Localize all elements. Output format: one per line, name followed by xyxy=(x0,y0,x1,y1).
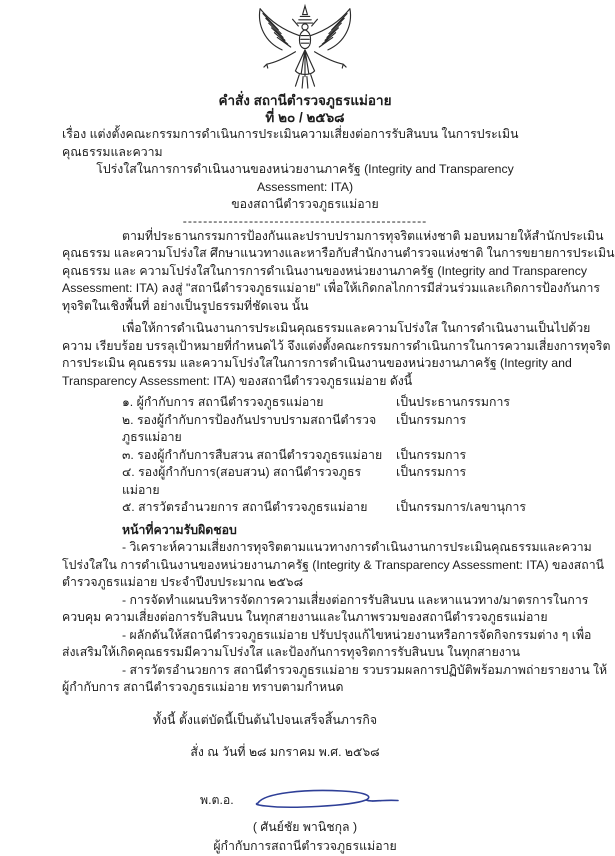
duty-line: ผู้กำกับการ สถานีตำรวจภูธรแม่อาย ทราบตามกำหนด xyxy=(62,680,344,694)
committee-member-role: เป็นกรรมการ xyxy=(396,465,467,479)
subject-line: เรื่อง แต่งตั้งคณะกรรมการดำเนินการประเมินความเสี่ยงต่อการรับสินบน ในการประเมินคุณธรรมและความ xyxy=(62,127,519,159)
order-number: ที่ ๒๐ / ๒๕๖๘ xyxy=(265,110,345,125)
duties-heading: หน้าที่ความรับผิดชอบ xyxy=(122,522,237,537)
committee-member-role: เป็นกรรมการ/เลขานุการ xyxy=(396,500,526,514)
duty-line: ควบคุม ความเสี่ยงต่อการรับสินบน ในทุกสายงานและในภาพรวมของสถานีตำรวจภูธรแม่อาย xyxy=(62,610,548,624)
paragraph-line: ตามที่ประธานกรรมการป้องกันและปราบปรามการทุจริตแห่งชาติ มอบหมายให้สำนักประเมิน xyxy=(122,228,604,243)
committee-member-title: ๕. สารวัตรอำนวยการ สถานีตำรวจภูธรแม่อาย xyxy=(122,500,368,514)
duty-line: - การจัดทำแผนบริหารจัดการความเสี่ยงต่อการรับสินบน และหาแนวทาง/มาตรการในการ xyxy=(122,592,589,607)
paragraph-line: Assessment: ITA) ลงสู่ "สถานีตำรวจภูธรแม่อาย" เพื่อให้เกิดกลไกการมีส่วนร่วมและเกิดการป้องกันการ xyxy=(62,281,600,295)
committee-member-title: ๓. รองผู้กำกับการสืบสวน สถานีตำรวจภูธรแม่อาย xyxy=(122,447,383,462)
signature-icon xyxy=(240,788,410,814)
duty-line: โปร่งใสใน การดำเนินงานของหน่วยงานภาครัฐ (Integrity & Transparency Assessment: ITA) ของสถานี xyxy=(62,557,605,572)
dashed-separator: ------------------------------------------------ xyxy=(182,213,428,228)
duty-item xyxy=(62,627,592,662)
duty-line: ส่งเสริมให้เกิดคุณธรรมมีความโปร่งใส และป้องกันการทุจริตการรับสินบน ในทุกสายงาน xyxy=(62,645,521,659)
effective-statement: ทั้งนี้ ตั้งแต่บัดนี้เป็นต้นไปจนเสร็จสิ้นภารกิจ xyxy=(152,712,378,727)
paragraph-line: ทุจริตในเชิงพื้นที่ อย่างเป็นรูปธรรมที่ชัดเจน นั้น xyxy=(62,298,309,313)
emblem-container xyxy=(62,4,548,92)
paragraph-line: ความ เรียบร้อย บรรลุเป้าหมายที่กำหนดไว้ จึงแต่งตั้งคณะกรรมการดำเนินการในการความเสี่ยงการทุจริต xyxy=(62,338,611,353)
duty-item xyxy=(62,539,605,592)
committee-member-title: ๑. ผู้กำกับการ สถานีตำรวจภูธรแม่อาย xyxy=(122,395,324,409)
duty-item xyxy=(62,662,608,697)
committee-member-title: ๔. รองผู้กำกับการ(สอบสวน) สถานีตำรวจภูธรแม่อาย xyxy=(122,465,362,497)
committee-row xyxy=(62,394,548,412)
signer-name: ( ศันย์ชัย พานิชกุล ) xyxy=(252,819,358,834)
committee-row xyxy=(62,412,548,447)
signature-block xyxy=(62,788,548,856)
committee-member-role: เป็นประธานกรรมการ xyxy=(396,395,510,409)
committee-member-role: เป็นกรรมการ xyxy=(396,447,467,462)
paragraph-line: คุณธรรม และ ความโปร่งใสในการการดำเนินงานของหน่วยงานภาครัฐ (Integrity and Transparency xyxy=(62,263,588,278)
committee-list xyxy=(62,394,548,517)
duty-line: ตำรวจภูธรแม่อาย ประจำปีงบประมาณ ๒๕๖๘ xyxy=(62,575,304,589)
order-title: คำสั่ง สถานีตำรวจภูธรแม่อาย xyxy=(218,93,392,108)
signer-position: ผู้กำกับการสถานีตำรวจภูธรแม่อาย xyxy=(213,839,397,853)
committee-row xyxy=(62,447,548,465)
duty-line: - วิเคราะห์ความเสี่ยงการทุจริตตามแนวทางการดำเนินงานการประเมินคุณธรรมและความ xyxy=(122,540,592,554)
paragraph-line: Transparency Assessment: ITA) ของสถานีตำรวจภูธรแม่อาย ดังนี้ xyxy=(62,373,413,388)
paragraph-preamble xyxy=(62,228,615,316)
subject-line: โปร่งใสในการการดำเนินงานของหน่วยงานภาครัฐ (Integrity and Transparency Assessment: ITA) xyxy=(96,162,514,194)
paragraph-line: เพื่อให้การดำเนินงานการประเมินคุณธรรมและความโปร่งใส ในการดำเนินงานเป็นไปด้วย xyxy=(122,321,591,335)
signer-rank: พ.ต.อ. xyxy=(200,792,234,807)
subject-line: ของสถานีตำรวจภูธรแม่อาย xyxy=(231,197,379,211)
committee-row xyxy=(62,499,548,517)
duty-item xyxy=(62,592,589,627)
order-date: สั่ง ณ วันที่ ๒๘ มกราคม พ.ศ. ๒๕๖๘ xyxy=(190,745,380,759)
duty-line: - สารวัตรอำนวยการ สถานีตำรวจภูธรแม่อาย รวบรวมผลการปฏิบัติพร้อมภาพถ่ายรายงาน ให้ xyxy=(122,662,608,677)
paragraph-appointment xyxy=(62,320,611,390)
committee-member-title: ๒. รองผู้กำกับการป้องกันปราบปรามสถานีตำรวจภูธรแม่อาย xyxy=(122,412,377,444)
paragraph-line: คุณธรรม และความโปร่งใส ศึกษาแนวทางและหารือกับสำนักงานตำรวจแห่งชาติ ในการขยายการประเมิน xyxy=(62,246,615,260)
committee-member-role: เป็นกรรมการ xyxy=(396,412,467,427)
committee-row xyxy=(62,464,548,499)
paragraph-line: การประเมิน คุณธรรม และความโปร่งใสในการการดำเนินงานของหน่วยงานภาครัฐ (Integrity and xyxy=(62,356,572,370)
duty-line: - ผลักดันให้สถานีตำรวจภูธรแม่อาย ปรับปรุงแก้ไขหน่วยงานหรือการจัดกิจกรรมต่าง ๆ เพื่อ xyxy=(122,627,592,642)
signature-row xyxy=(62,788,548,814)
garuda-emblem-icon xyxy=(247,4,363,90)
